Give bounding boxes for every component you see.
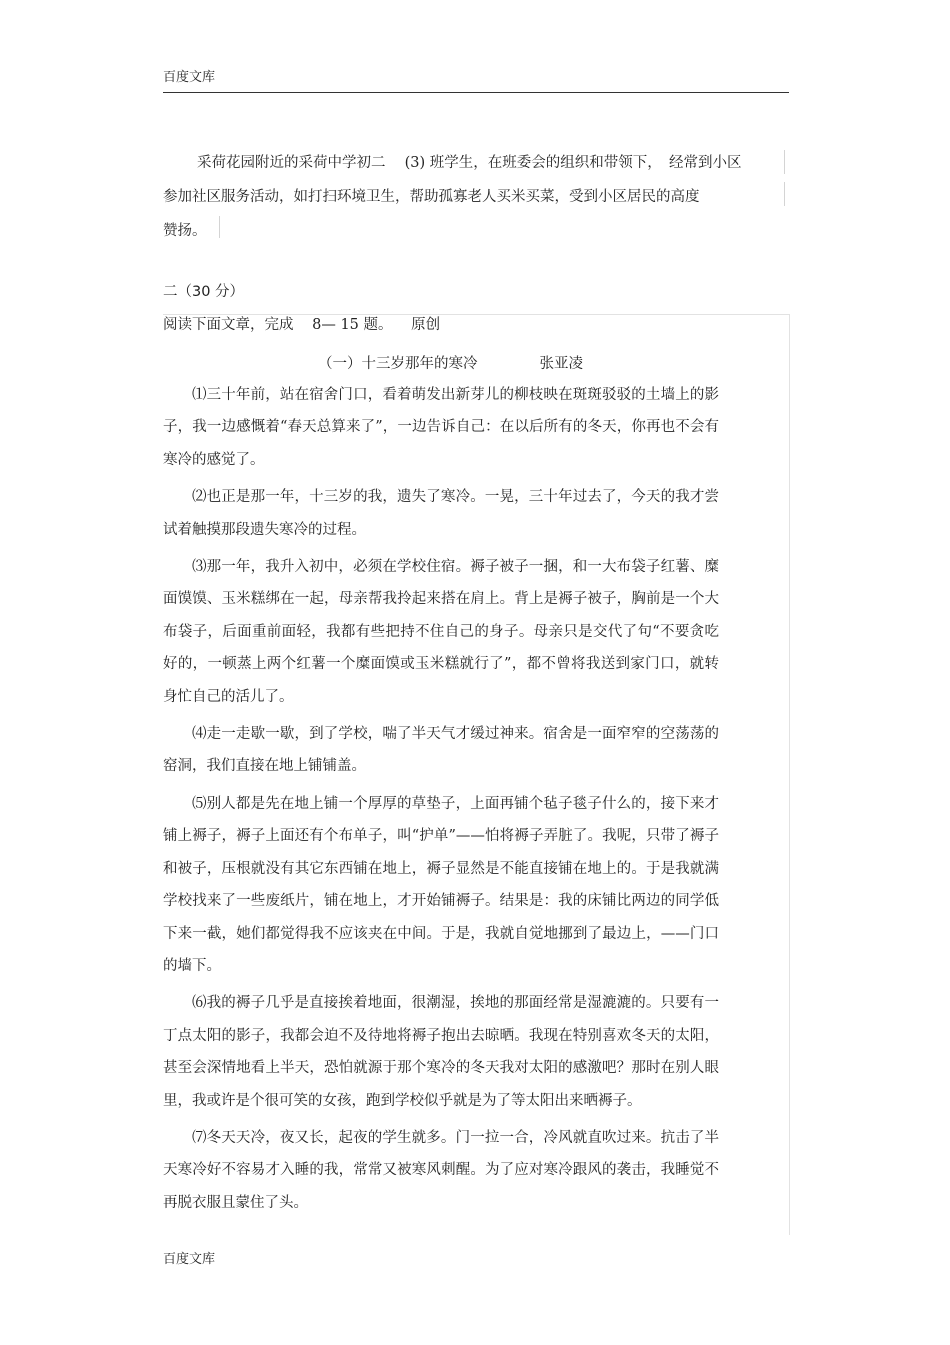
reading-instruction xyxy=(163,314,454,336)
divider xyxy=(219,216,220,238)
footer-brand: 百度文库 xyxy=(163,1252,216,1267)
paragraph: ⑴三十年前，站在宿舍门口，看着萌发出新芽儿的柳枝映在斑斑驳驳的土墙上的影子，我一边感慨着“春天总算来了”，一边告诉自己：在以后所有的冬天，你再也不会有寒冷的感觉了。 xyxy=(163,387,719,468)
question-range: 8— 15 题。 xyxy=(312,317,393,333)
article-author: 张亚凌 xyxy=(539,356,583,372)
paragraph: ⑹我的褥子几乎是直接挨着地面，很潮湿，挨地的那面经常是湿漉漉的。只要有一丁点太阳的影子，我都会迫不及待地将褥子抱出去晾晒。我现在特别喜欢冬天的太阳，甚至会深情地看上半天，恐怕就源于那个寒冷的冬天我对太阳的感激吧？那时在别人眼里，我或许是个很可笑的女孩，跑到学校似乎就是为了等太阳出来晒褥子。 xyxy=(163,995,719,1109)
article-body xyxy=(163,379,719,1224)
paragraph: ⑶那一年，我升入初中，必须在学校住宿。褥子被子一捆，和一大布袋子红薯、糜面馍馍、玉米糕绑在一起，母亲帮我拎起来搭在肩上。背上是褥子被子，胸前是一个大布袋子，后面重前面轻，我都有些把持不住自己的身子。母亲只是交代了句“不要贪吃好的，一顿蒸上两个红薯一个糜面馍或玉米糕就行了”，都不曾将我送到家门口，就转身忙自己的活儿了。 xyxy=(163,559,719,705)
page-header xyxy=(163,66,789,93)
intro-line: 采荷花园附近的采荷中学初二 (3) 班学生，在班委会的组织和带领下， 经常到小区 xyxy=(197,155,742,171)
page-footer xyxy=(163,1248,215,1267)
header-brand: 百度文库 xyxy=(163,70,216,85)
instruction-text: 阅读下面文章，完成 xyxy=(163,317,294,333)
original-tag: 原创 xyxy=(411,317,441,333)
section-title: 二（30 分） xyxy=(163,284,245,300)
article-title-text: （一）十三岁那年的寒冷 xyxy=(318,356,478,372)
divider xyxy=(784,150,785,174)
paragraph: ⑸别人都是先在地上铺一个厚厚的草垫子，上面再铺个毡子毯子什么的，接下来才铺上褥子，褥子上面还有个布单子，叫“护单”——怕将褥子弄脏了。我呢，只带了褥子和被子，压根就没有其它东西铺在地上，褥子显然是不能直接铺在地上的。于是我就满学校找来了一些废纸片，铺在地上，才开始铺褥子。结果是：我的床铺比两边的同学低下来一截，她们都觉得我不应该夹在中间。于是，我就自觉地挪到了最边上，——门口的墙下。 xyxy=(163,795,719,974)
paragraph: ⑵也正是那一年，十三岁的我，遗失了寒冷。一晃，三十年过去了，今天的我才尝试着触摸那段遗失寒冷的过程。 xyxy=(163,489,719,538)
paragraph: ⑷走一走歇一歇，到了学校，喘了半天气才缓过神来。宿舍是一面窄窄的空荡荡的窑洞，我们直接在地上铺铺盖。 xyxy=(163,726,719,775)
divider xyxy=(784,182,785,206)
intro-line: 参加社区服务活动，如打扫环境卫生，帮助孤寡老人买米买菜，受到小区居民的高度 xyxy=(163,189,700,205)
article-title xyxy=(318,352,583,373)
intro-line: 赞扬。 xyxy=(163,223,207,239)
paragraph: ⑺冬天天冷，夜又长，起夜的学生就多。门一拉一合，冷风就直吹过来。抗击了半天寒冷好不容易才入睡的我，常常又被寒风刺醒。为了应对寒冷跟风的袭击，我睡觉不再脱衣服且蒙住了头。 xyxy=(163,1129,719,1211)
intro-paragraph xyxy=(163,146,785,248)
